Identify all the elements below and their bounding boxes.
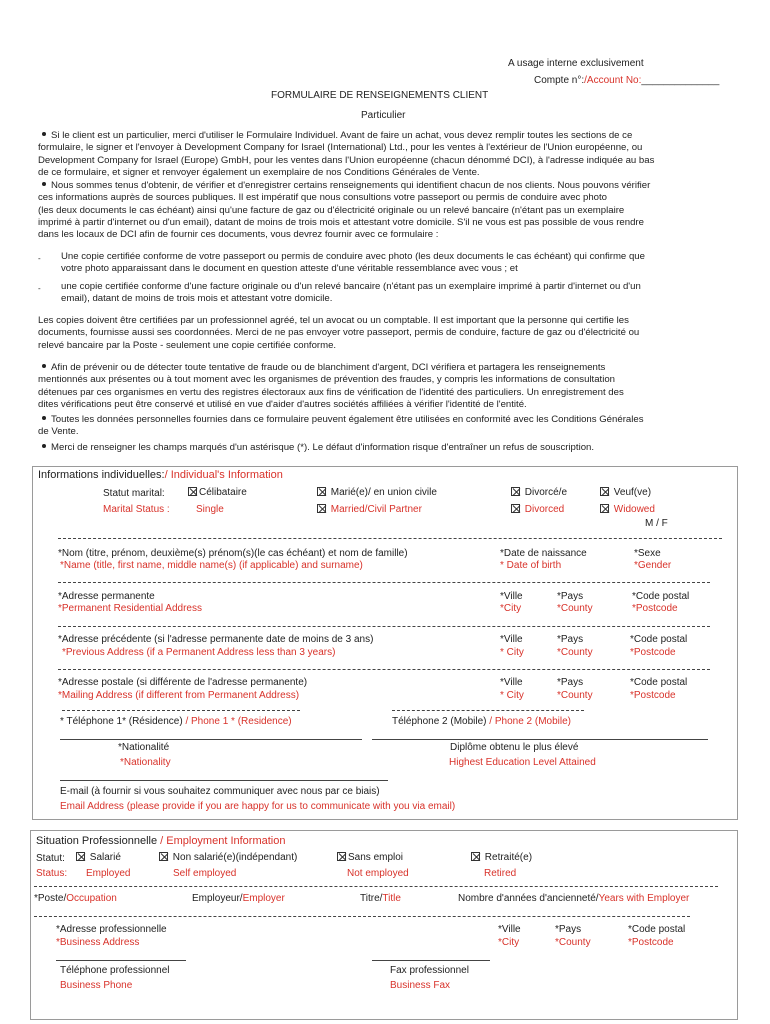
unemployed-label-en: Not employed [347, 868, 409, 879]
prev-address-label-fr: *Adresse précédente (si l'adresse permanente date de moins de 3 ans) [58, 634, 374, 645]
checkbox-icon[interactable] [600, 487, 609, 496]
checkbox-icon[interactable] [159, 852, 168, 861]
prev-address-label-en: *Previous Address (if a Permanent Address less than 3 years) [62, 647, 336, 658]
intro-sub-item-1: Une copie certifiée conforme de votre passeport ou permis de conduire avec photo (les deux documents le cas échéant) qui confirme que votre photo apparaissant dans le document en question atteste d'une véritable ressemblance avec vous ; et [61, 251, 645, 275]
phone1-label: * Téléphone 1* (Résidence) / Phone 1 * (Residence) [60, 716, 292, 727]
checkbox-retired[interactable]: Retraité(e) [471, 852, 532, 863]
business-city-label-en: *City [498, 937, 520, 948]
dob-label-en: * Date of birth [500, 560, 562, 571]
checkbox-icon[interactable] [600, 504, 609, 513]
nationality-input-line[interactable] [60, 739, 362, 740]
checkbox-self-employed[interactable]: Non salarié(e)(indépendant) [159, 852, 297, 863]
intro-paragraph-3: Les copies doivent être certifiées par un professionnel agréé, tel un avocat ou un comptable. Il est important que la personne qui certifie les documents, fournisse aussi ses coordonnées. Merci de ne pas envoyer votre passeport, permis de conduire, facture de gaz ou d'électricité ou relevé bancaire par la Poste - seulement une copie certifiée conforme. [38, 315, 640, 351]
account-label-en: /Account No: [584, 75, 642, 86]
checkbox-icon[interactable] [317, 504, 326, 513]
name-label-fr: *Nom (titre, prénom, deuxième(s) prénom(s)(le cas échéant) et nom de famille) [58, 548, 408, 559]
business-phone-input-line[interactable] [56, 960, 186, 961]
employment-heading: Situation Professionnelle / Employment Information [36, 835, 286, 847]
business-country-label-fr: *Pays [555, 924, 582, 935]
self-employed-label-en: Self employed [173, 868, 237, 879]
checkbox-divorced[interactable]: Divorcé/e [511, 487, 567, 498]
checkbox-employed[interactable]: Salarié [76, 852, 121, 863]
intro-sub-item-2: une copie certifiée conforme d'une facture originale ou d'un relevé bancaire (n'étant pas un exemplaire imprimé à partir d'internet ou d'un email), datant de moins de trois mois et attestant votre domicile. [61, 281, 641, 305]
city-label-fr: *Ville [500, 591, 523, 602]
employed-label-en: Employed [86, 868, 131, 879]
mail-address-label-fr: *Adresse postale (si différente de l'adresse permanente) [58, 677, 308, 688]
years-label: Nombre d'années d'ancienneté/Years with Employer [458, 893, 690, 904]
business-address-label-fr: *Adresse professionnelle [56, 924, 167, 935]
internal-use-label: A usage interne exclusivement [508, 58, 644, 69]
divorced-label-en: Divorced [511, 504, 564, 515]
bullet-icon [42, 416, 46, 420]
sub-bullet-icon: - [38, 254, 41, 263]
intro-paragraph-1: Si le client est un particulier, merci d'utiliser le Formulaire Individuel. Avant de faire un achat, vous devez remplir toutes les sections de ce formulaire, le signer et l'envoyer à Development Company for Israel (International) Ltd., pour les ventes à l'extérieur de l'Union européenne, ou Development Company for Israel (Europe) GmbH, pour les ventes dans l'Union européenne (chacun dénommé DCI), à l'adresse indiquée au bas de ce formulaire, et signer et renvoyer également un exemplaire de nos Conditions Générales de Vente. [38, 130, 655, 178]
business-address-input-line[interactable] [34, 916, 690, 917]
intro-paragraph-6: Merci de renseigner les champs marqués d'un astérisque (*). Le défaut d'information risque d'entraîner un refus de souscription. [42, 442, 594, 454]
sex-label-fr: *Sexe [634, 548, 661, 559]
page-subtitle: Particulier [361, 110, 406, 121]
phone2-label: Téléphone 2 (Mobile) / Phone 2 (Mobile) [392, 716, 571, 727]
email-label-fr: E-mail (à fournir si vous souhaitez communiquer avec nous par ce biais) [60, 786, 380, 797]
country-label-fr: *Pays [557, 591, 584, 602]
prev-country-label-en: *County [557, 647, 593, 658]
mail-city-label-en: * City [500, 690, 524, 701]
email-label-en: Email Address (please provide if you are happy for us to communicate with you via email) [60, 801, 456, 812]
prev-country-label-fr: *Pays [557, 634, 584, 645]
business-fax-input-line[interactable] [372, 960, 490, 961]
phone1-input-line[interactable] [62, 710, 300, 711]
prev-address-input-line[interactable] [58, 626, 710, 627]
mail-postcode-label-en: *Postcode [630, 690, 676, 701]
prev-city-label-en: * City [500, 647, 524, 658]
prev-city-label-fr: *Ville [500, 634, 523, 645]
checkbox-icon[interactable] [511, 504, 520, 513]
business-postcode-label-fr: *Code postal [628, 924, 686, 935]
account-label-fr: Compte n°: [534, 75, 585, 86]
business-phone-label-fr: Téléphone professionnel [60, 965, 170, 976]
name-input-line[interactable] [58, 538, 722, 539]
mail-address-input-line[interactable] [58, 669, 710, 670]
checkbox-icon[interactable] [76, 852, 85, 861]
bullet-icon [42, 364, 46, 368]
business-address-label-en: *Business Address [56, 937, 140, 948]
prev-postcode-label-fr: *Code postal [630, 634, 688, 645]
intro-paragraph-5: Toutes les données personnelles fournies dans ce formulaire peuvent également être utilisées en conformité avec les Conditions Générales de Vente. [38, 414, 644, 438]
marital-label-fr: Statut marital: [103, 488, 165, 499]
intro-paragraph-2: Nous sommes tenus d'obtenir, de vérifier et d'enregistrer certains renseignements qui identifient chacun de nos clients. Nous pouvons vérifier ces informations auprès de sources publiques. Il est impératif que nous consultions votre passeport ou permis de conduire avec photo (les deux documents le cas échéant) ainsi qu'une facture de gaz ou d'électricité originale ou un relevé bancaire (n'étant pas un exemplaire imprimé à partir d'internet ou d'un email), datant de moins de trois mois et attestant votre domicile. S'il ne vous est pas possible de vous rendre dans les locaux de DCI afin de fournir ces documents, vous devrez fournir avec ce formulaire : [38, 180, 651, 241]
address-input-line[interactable] [58, 582, 710, 583]
postcode-label-fr: *Code postal [632, 591, 690, 602]
bullet-icon [42, 132, 46, 136]
education-label-fr: Diplôme obtenu le plus élevé [450, 742, 579, 753]
page-title: FORMULAIRE DE RENSEIGNEMENTS CLIENT [271, 90, 489, 101]
mail-country-label-fr: *Pays [557, 677, 584, 688]
city-label-en: *City [500, 603, 522, 614]
business-phone-label-en: Business Phone [60, 980, 133, 991]
bullet-icon [42, 182, 46, 186]
checkbox-unemployed[interactable]: Sans emploi [337, 852, 403, 863]
email-input-line[interactable] [60, 780, 388, 781]
country-label-en: *County [557, 603, 593, 614]
prev-postcode-label-en: *Postcode [630, 647, 676, 658]
employer-label: Employeur/Employer [192, 893, 285, 904]
name-label-en: *Name (title, first name, middle name(s) (if applicable) and surname) [60, 560, 363, 571]
checkbox-icon[interactable] [471, 852, 480, 861]
postcode-label-en: *Postcode [632, 603, 678, 614]
business-fax-label-en: Business Fax [390, 980, 451, 991]
business-city-label-fr: *Ville [498, 924, 521, 935]
single-label-en: Single [196, 504, 224, 515]
occupation-label: *Poste/Occupation [34, 893, 117, 904]
mail-address-label-en: *Mailing Address (if different from Permanent Address) [58, 690, 300, 701]
dob-label-fr: *Date de naissance [500, 548, 587, 559]
retired-label-en: Retired [484, 868, 517, 879]
mail-country-label-en: *County [557, 690, 593, 701]
nationality-label-fr: *Nationalité [118, 742, 170, 753]
perm-address-label-fr: *Adresse permanente [58, 591, 155, 602]
checkbox-single[interactable]: Célibataire [188, 487, 247, 498]
account-input[interactable]: ______________ [641, 75, 720, 86]
nationality-label-en: *Nationality [120, 757, 171, 768]
education-label-en: Highest Education Level Attained [449, 757, 596, 768]
title-label: Titre/Title [360, 893, 401, 904]
checkbox-icon[interactable] [511, 487, 520, 496]
intro-paragraph-4: Afin de prévenir ou de détecter toute tentative de fraude ou de blanchiment d'argent, DCI vérifiera et partagera les renseignements mentionnés aux présentes ou à tout moment avec les organismes de prévention des fraudes, y compris les informations de consultation détenues par ces organismes en vertu des registres électoraux aux fins de vérification de l'identité des particuliers. Un enregistrement des dites vérifications peut être conservé et utilisé en vue d'aider d'autres sociétés affiliées à vérifier l'identité de l'entité. [38, 362, 624, 410]
gender-mf-hint: M / F [645, 518, 668, 529]
occupation-input-line[interactable] [34, 886, 718, 887]
education-input-line[interactable] [372, 739, 708, 740]
married-label-en: Married/Civil Partner [317, 504, 422, 515]
perm-address-label-en: *Permanent Residential Address [58, 603, 202, 614]
account-number [534, 75, 719, 86]
checkbox-icon[interactable] [317, 487, 326, 496]
widowed-label-en: Widowed [600, 504, 655, 515]
business-postcode-label-en: *Postcode [628, 937, 674, 948]
checkbox-married[interactable]: Marié(e)/ en union civile [317, 487, 437, 498]
mail-city-label-fr: *Ville [500, 677, 523, 688]
employment-status-label-en: Status: [36, 868, 68, 879]
business-fax-label-fr: Fax professionnel [390, 965, 469, 976]
individual-heading: Informations individuelles:/ Individual's Information [38, 469, 283, 481]
checkbox-icon[interactable] [188, 487, 197, 496]
marital-label-en: Marital Status : [103, 504, 170, 515]
employment-status-label-fr: Statut: [36, 853, 65, 864]
sub-bullet-icon: - [38, 284, 41, 293]
mail-postcode-label-fr: *Code postal [630, 677, 688, 688]
checkbox-widowed[interactable]: Veuf(ve) [600, 487, 651, 498]
checkbox-icon[interactable] [337, 852, 346, 861]
bullet-icon [42, 444, 46, 448]
sex-label-en: *Gender [634, 560, 672, 571]
business-country-label-en: *County [555, 937, 591, 948]
phone2-input-line[interactable] [392, 710, 584, 711]
